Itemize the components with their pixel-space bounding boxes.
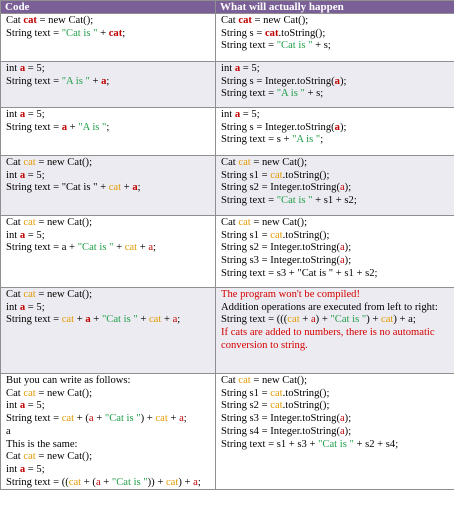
code-token: ; [122,27,126,39]
code-token: int [6,229,20,241]
code-token: a [148,242,154,254]
code-token: "Cat is " [77,242,114,254]
code-token: ; [153,242,156,254]
code-line [6,182,211,195]
code-token: + [137,242,149,254]
code-line [221,400,450,413]
code-cell [1,374,216,490]
code-token: = new Cat(); [35,451,93,463]
code-token: = new Cat(); [35,387,93,399]
code-token: + [89,75,102,87]
code-token: ) + [140,413,156,425]
code-line [6,314,211,327]
code-token: + [113,242,125,254]
code-line [221,63,450,76]
code-token: ) + a; [393,314,416,326]
code-token: cat [238,217,251,228]
code-line [221,340,450,353]
code-token: a [95,476,101,488]
code-line [6,242,211,255]
code-token: = 5; [25,463,45,475]
code-token: + [97,27,109,39]
code-line [221,76,450,89]
code-token: = new Cat(); [250,217,308,228]
table-body [1,14,454,490]
code-cell [1,156,216,216]
code-token: a [193,476,198,488]
code-token: a [310,314,316,326]
code-line [6,426,211,439]
code-line [6,15,211,28]
code-token: ; [177,314,181,326]
code-line [221,413,450,426]
code-token: String s1 = [221,387,271,399]
table-row [1,14,454,62]
code-line [221,157,450,170]
code-token: Cat [6,15,24,26]
code-line [221,375,450,388]
code-token: cat [23,217,36,228]
code-token: Cat [6,451,24,463]
code-token: = 5; [25,63,45,74]
code-line [6,388,211,401]
code-token: a [88,413,94,425]
code-token: ); [344,242,352,254]
code-token: cat [108,27,123,39]
code-token: Cat [221,15,239,26]
code-token: String s3 = Integer.toString( [221,413,340,425]
code-token: cat [238,375,251,386]
code-token: int [6,109,20,120]
code-token: + s; [304,88,324,100]
code-token: Cat [221,157,239,168]
code-token: String text = [221,195,277,207]
code-token: String s = Integer.toString( [221,121,335,133]
code-token: cat [238,15,252,26]
code-token: String s = [221,27,265,39]
code-token: = new Cat(); [250,375,308,386]
code-cell [1,14,216,62]
code-token: String s1 = [221,169,271,181]
code-token: cat [23,387,36,399]
code-token: String s2 = Integer.toString( [221,182,340,194]
code-token: + [74,314,86,326]
code-token: + [121,182,133,194]
code-token: .toString(); [278,27,326,39]
code-token: cat [68,476,82,488]
code-token: + [167,413,180,425]
code-line [6,413,211,426]
code-token: cat [23,157,36,168]
code-token: a [179,413,184,425]
table-row [1,374,454,490]
code-token: String text = ((( [221,314,288,326]
code-line [221,134,450,147]
code-token: ; [106,75,110,87]
result-cell [216,156,454,216]
code-token: cat [124,242,138,254]
code-token: ; [106,121,110,133]
code-token: int [221,63,235,74]
code-token: = 5; [25,229,45,241]
code-token: ) + [178,476,194,488]
table-row [1,216,454,288]
code-token: "Cat is " [61,27,98,39]
code-line [221,268,450,281]
code-line [221,314,450,327]
code-token: String text = [6,413,62,425]
code-token: cat [165,476,179,488]
code-token: a [339,413,345,425]
code-token: String text = a + [6,242,78,254]
code-token: String text = s3 + "Cat is " + s1 + s2; [221,267,378,279]
code-token: String text = (( [6,476,69,488]
code-token: "Cat is " [276,40,313,52]
code-token: cat [23,15,37,26]
code-line [221,122,450,135]
code-token: + s; [312,40,331,52]
result-cell [216,216,454,288]
code-token: .toString(); [282,169,330,181]
code-line [6,464,211,477]
header-code: Code [1,1,216,14]
code-token: = 5; [25,169,45,181]
code-token: ); [344,425,352,437]
code-token: cat [148,314,162,326]
code-token: a [339,425,345,437]
code-token: a [234,63,241,74]
code-token: )) + [147,476,166,488]
code-token: int [6,169,20,181]
code-token: This is the same: [6,438,78,450]
code-token: a [19,169,26,181]
code-line [221,217,450,230]
table-row [1,62,454,108]
code-token: cat [155,413,168,425]
code-token: But you can write as follows: [6,375,131,386]
code-token: + [100,476,112,488]
code-token: = new Cat(); [35,289,93,300]
code-token: + [299,314,311,326]
code-line [221,170,450,183]
code-token: a [19,463,26,475]
code-token: The program won't be compiled! [221,289,360,300]
code-line [221,109,450,122]
code-token: String s3 = Integer.toString( [221,255,340,267]
code-token: a [19,109,26,120]
code-token: conversion to string. [221,339,308,351]
code-token: String text = [6,75,62,87]
code-token: "Cat is " [318,438,354,450]
code-token: String s = Integer.toString( [221,75,335,87]
code-token: ); [339,121,347,133]
code-line [6,400,211,413]
code-token: a [234,109,241,120]
header-what-happens: What will actually happen [216,1,454,14]
code-line [6,63,211,76]
code-token: ); [339,75,347,87]
code-token: String text = s1 + s3 + [221,438,319,450]
code-line [6,451,211,464]
code-token: + [161,314,173,326]
code-token: "A is " [276,88,305,100]
code-token: cat [381,314,394,326]
code-token: String text = [221,88,277,100]
code-line [6,157,211,170]
code-line [221,40,450,53]
code-line [221,182,450,195]
code-line [6,302,211,315]
code-token: String s4 = Integer.toString( [221,425,340,437]
code-line [221,289,450,302]
code-token: = 5; [240,63,260,74]
code-token: String text = [6,314,62,326]
code-line [221,195,450,208]
code-token: cat [287,314,300,326]
code-token: + [137,314,149,326]
code-token: cat [270,387,283,399]
result-cell [216,288,454,374]
code-token: a [19,301,26,313]
table-row [1,156,454,216]
code-line [6,109,211,122]
code-token: cat [23,451,36,463]
code-token: a [339,242,345,254]
code-token: a [101,75,107,87]
code-token: ; [183,413,187,425]
code-line [221,255,450,268]
code-token: ); [344,255,352,267]
code-line [221,242,450,255]
code-token: "Cat is " [276,195,313,207]
code-token: "A is " [61,75,90,87]
code-token: a [19,229,26,241]
code-token: a [339,255,345,267]
code-line [221,230,450,243]
result-cell [216,14,454,62]
code-token: "A is " [78,121,107,133]
code-token: a [85,314,91,326]
code-line [6,217,211,230]
result-cell [216,62,454,108]
code-token: cat [238,157,251,168]
code-cell [1,288,216,374]
code-token: + s2 + s4; [353,438,399,450]
code-token: "Cat is " [104,413,141,425]
code-token: "A is " [292,134,321,146]
code-token: a [19,63,26,74]
code-token: Addition operations are executed from left to right: [221,301,438,313]
code-token: + ( [74,413,89,425]
code-token: String text = [6,121,62,133]
code-line [6,439,211,452]
table-row [1,288,454,374]
code-token: .toString(); [282,387,330,399]
code-token: a [6,425,11,437]
code-token: = new Cat(); [35,157,93,168]
result-cell [216,374,454,490]
code-line [221,88,450,101]
code-token: ); [344,182,352,194]
code-token: ; [197,476,201,488]
code-line [6,375,211,388]
code-line [221,439,450,452]
code-token: cat [108,182,122,194]
code-token: a [61,121,68,133]
code-token: Cat [221,375,239,386]
code-token: ) + [366,314,381,326]
table-row [1,108,454,156]
code-token: String text = [221,40,277,52]
code-line [6,28,211,41]
code-token: "Cat is " [330,314,367,326]
code-token: int [6,63,20,74]
code-token: = 5; [25,109,45,120]
code-token: = 5; [25,301,45,313]
code-token: a [19,400,26,412]
code-line [6,122,211,135]
code-token: a [132,182,138,194]
code-token: Cat [6,217,24,228]
code-token: ); [344,413,352,425]
code-line [6,170,211,183]
code-token: cat [270,169,283,181]
code-line [221,388,450,401]
code-line [6,230,211,243]
code-token: Cat [6,387,24,399]
code-line [221,28,450,41]
code-token: + [67,121,79,133]
code-token: + ( [81,476,96,488]
code-token: String text = s + [221,134,293,146]
code-token: Cat [6,157,24,168]
code-line [221,15,450,28]
result-cell [216,108,454,156]
code-token: cat [23,289,36,300]
code-token: a [172,314,178,326]
code-token: = new Cat(); [251,15,309,26]
code-token: = 5; [240,109,260,120]
code-token: .toString(); [282,400,330,412]
code-line [6,76,211,89]
code-token: String text = [6,27,62,39]
code-line [221,426,450,439]
code-token: "Cat is " [101,314,138,326]
code-token: ; [137,182,141,194]
code-token: cat [61,314,75,326]
code-cell [1,62,216,108]
code-token: Cat [6,289,24,300]
code-token: cat [270,400,283,412]
code-token: + [93,413,105,425]
code-token: cat [270,229,283,241]
code-line [6,289,211,302]
code-token: a [339,182,345,194]
code-token: cat [264,27,279,39]
code-token: String s1 = [221,229,271,241]
code-token: + s1 + s2; [312,195,357,207]
code-token: String text = "Cat is " + [6,182,109,194]
code-token: String s2 = Integer.toString( [221,242,340,254]
code-cell [1,216,216,288]
code-token: = new Cat(); [35,217,93,228]
code-token: = new Cat(); [250,157,308,168]
header-row [1,1,454,14]
code-token: a [334,75,340,87]
code-cell [1,108,216,156]
code-token: a [334,121,340,133]
code-token: String s2 = [221,400,271,412]
code-token: ) + [315,314,331,326]
code-token: If cats are added to numbers, there is no automatic [221,327,435,339]
code-token: int [6,463,20,475]
code-token: .toString(); [282,229,330,241]
code-line [221,327,450,340]
code-token: = new Cat(); [36,15,94,26]
code-token: "Cat is " [111,476,148,488]
code-token: + [90,314,102,326]
code-token: int [221,109,235,120]
code-line [6,477,211,490]
code-token: = 5; [25,400,45,412]
code-token: int [6,400,20,412]
code-line [221,302,450,315]
code-token: int [6,301,20,313]
code-token: ; [320,134,324,146]
code-token: Cat [221,217,239,228]
code-token: cat [61,413,75,425]
